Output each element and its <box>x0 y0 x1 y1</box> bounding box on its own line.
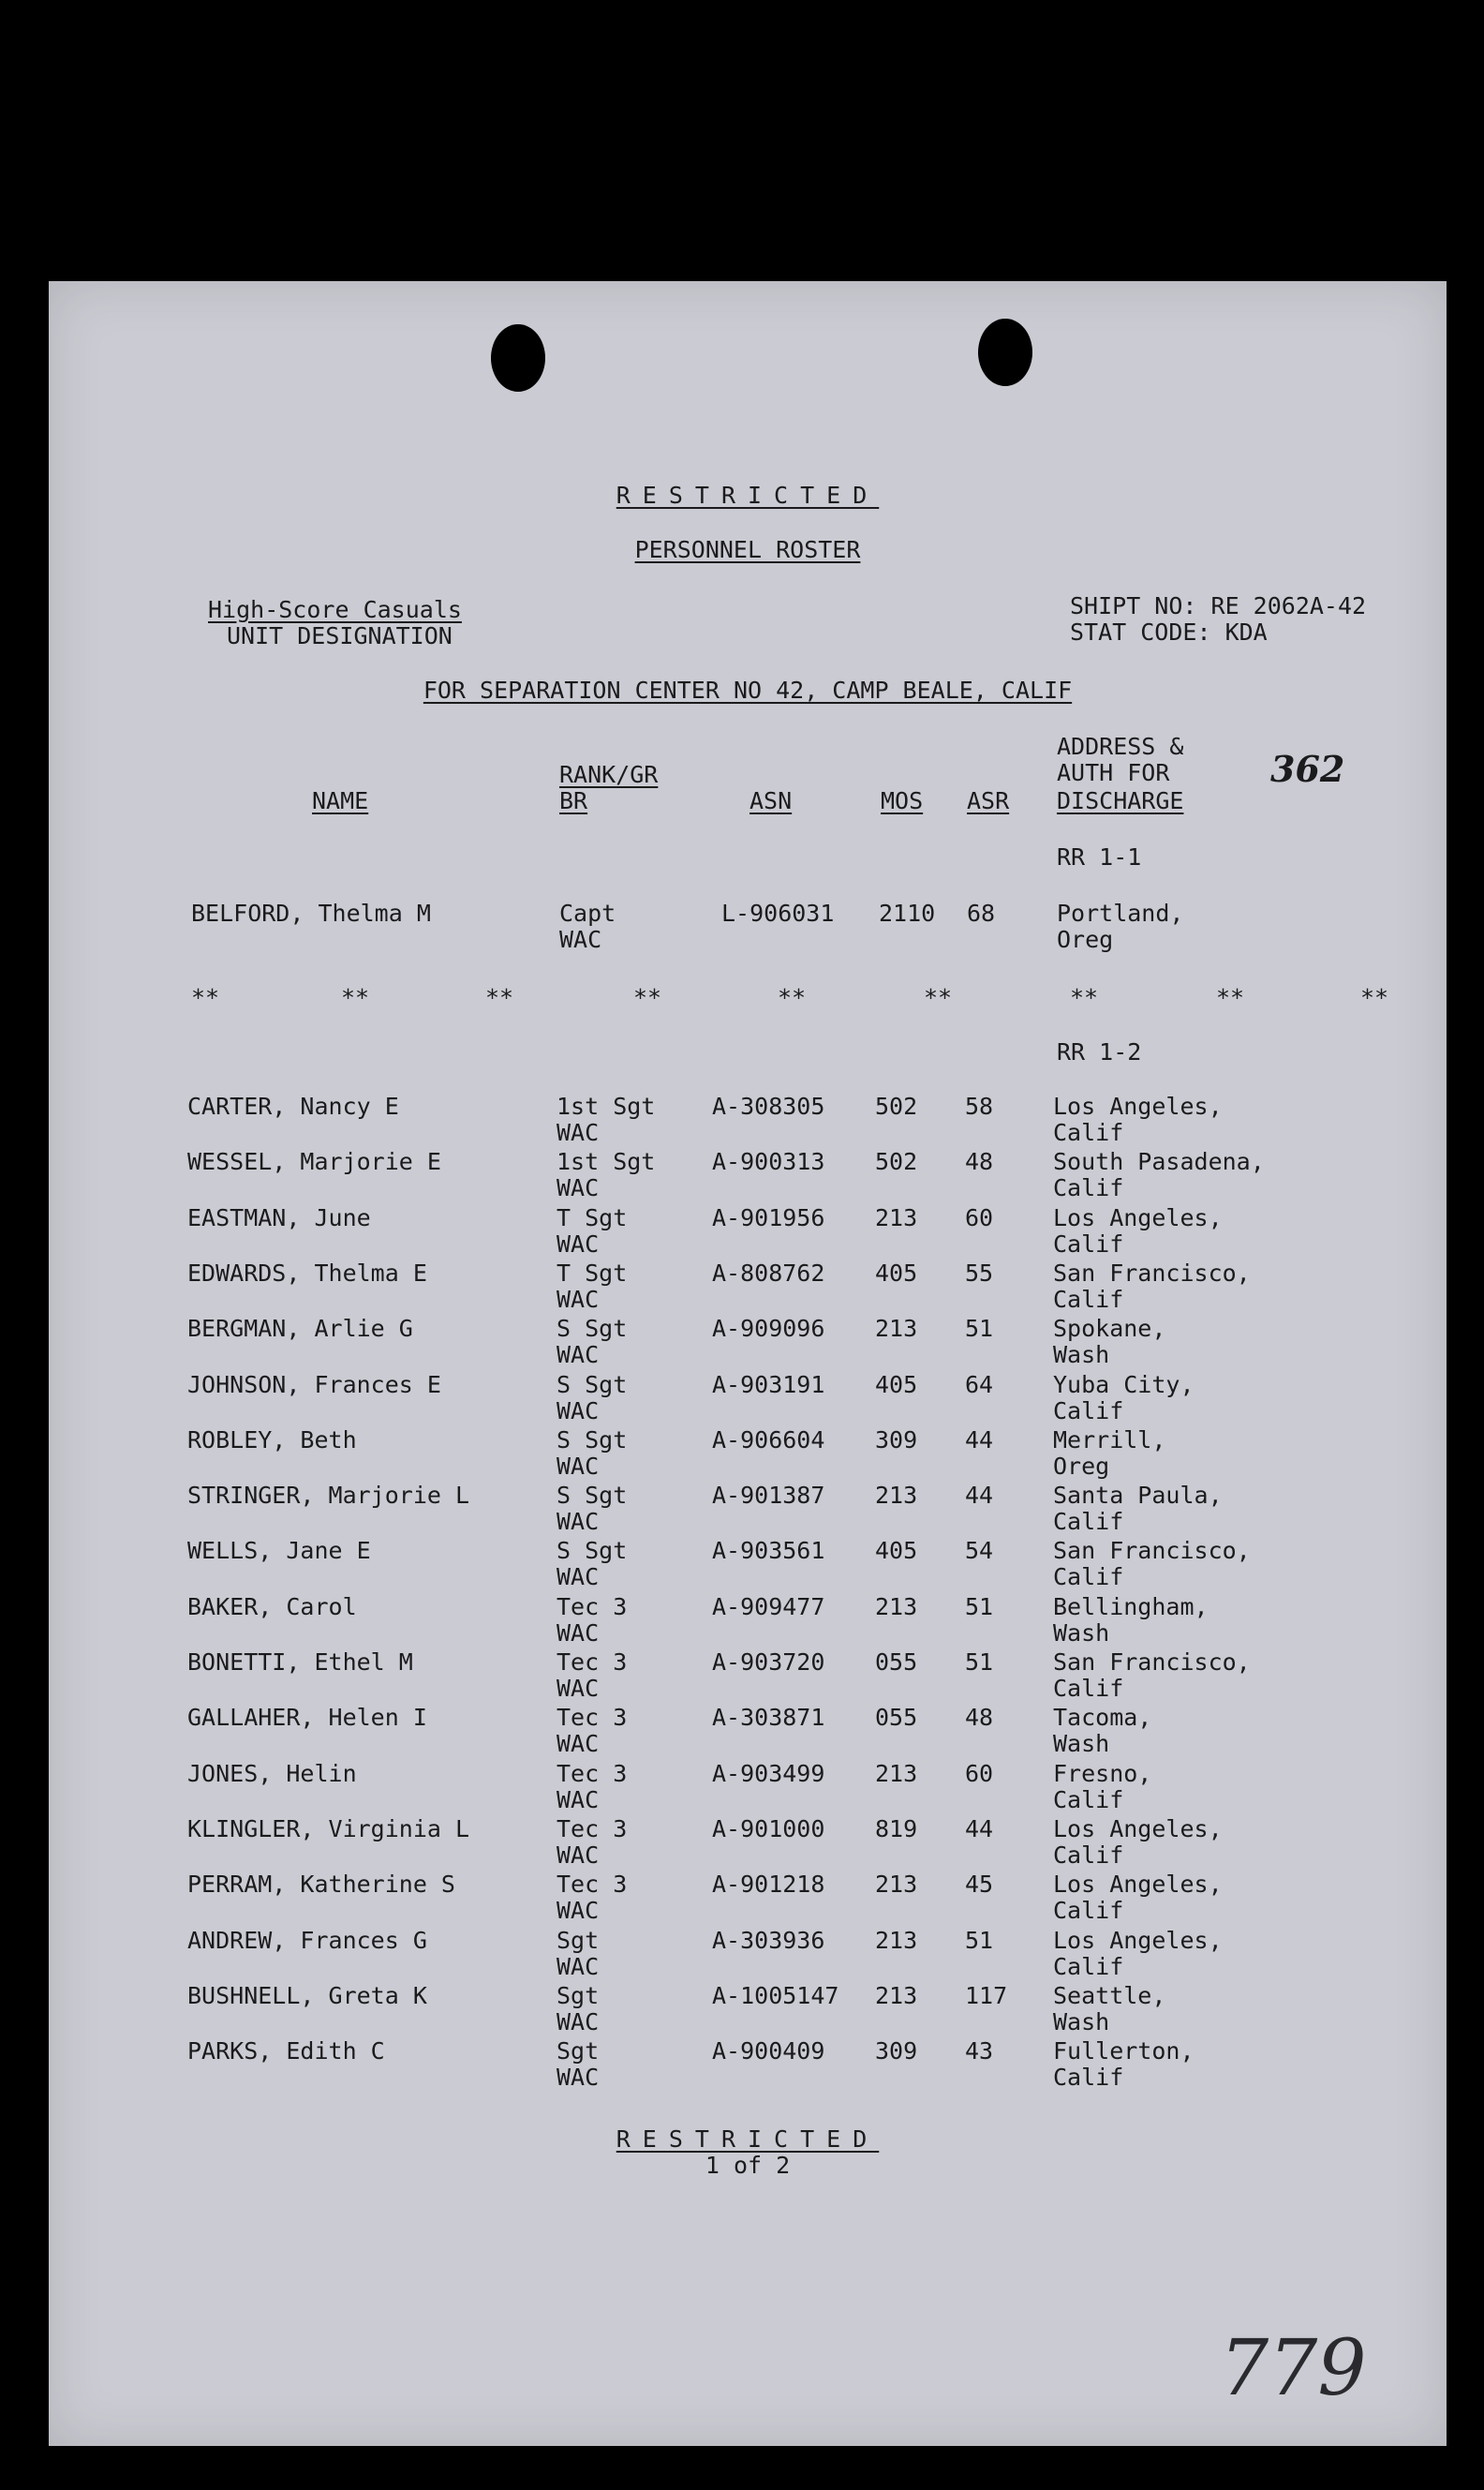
cell-asr: 48 <box>965 1148 994 1176</box>
cell-name: CARTER, Nancy E <box>187 1093 399 1120</box>
cell-asn: L-906031 <box>721 900 835 927</box>
table-row <box>49 1871 1447 1927</box>
cell-asn: A-1005147 <box>712 1981 839 2009</box>
cell-rank: Sgt <box>556 2037 600 2065</box>
cell-rank: 1st Sgt <box>556 1148 656 1176</box>
cell-name: BERGMAN, Arlie G <box>187 1315 413 1343</box>
cell-asn: A-900313 <box>712 1148 825 1176</box>
punch-hole-right <box>978 319 1032 386</box>
cell-state: Calif <box>1053 1785 1124 1813</box>
table-row <box>49 1648 1447 1705</box>
restricted-heading: RESTRICTED <box>616 482 880 509</box>
cell-branch: WAC <box>556 1897 600 1925</box>
cell-state: Calif <box>1053 1508 1124 1536</box>
cell-city: Los Angeles, <box>1053 1093 1223 1120</box>
cell-asr: 54 <box>965 1537 994 1565</box>
cell-branch: WAC <box>556 1396 600 1424</box>
cell-asn: A-308305 <box>712 1093 825 1120</box>
cell-city: Spokane, <box>1053 1315 1166 1343</box>
cell-name: KLINGLER, Virginia L <box>187 1814 470 1842</box>
cell-mos: 213 <box>875 1759 918 1787</box>
cell-branch: WAC <box>556 2064 600 2092</box>
cell-state: Wash <box>1053 1618 1110 1647</box>
cell-rank: T Sgt <box>556 1259 628 1287</box>
cell-branch: WAC <box>559 926 602 953</box>
cell-state: Wash <box>1053 1730 1110 1758</box>
cell-asn: A-903191 <box>712 1370 825 1398</box>
cell-city: South Pasadena, <box>1053 1148 1265 1176</box>
cell-state: Calif <box>1053 1230 1124 1258</box>
cell-city: Santa Paula, <box>1053 1482 1223 1510</box>
cell-branch: WAC <box>556 1730 600 1758</box>
cell-name: JOHNSON, Frances E <box>187 1370 441 1398</box>
cell-rank: Tec 3 <box>556 1871 628 1899</box>
cell-state: Oreg <box>1053 1452 1110 1480</box>
cell-state: Calif <box>1053 1285 1124 1313</box>
cell-asn: A-303871 <box>712 1704 825 1732</box>
cell-mos: 309 <box>875 1425 918 1454</box>
separator-mark: ** <box>778 984 807 1011</box>
cell-city: San Francisco, <box>1053 1259 1251 1287</box>
col-branch-header: BR <box>559 787 588 814</box>
cell-branch: WAC <box>556 1675 600 1702</box>
cell-branch: WAC <box>556 1785 600 1813</box>
cell-mos: 405 <box>875 1259 918 1287</box>
cell-state: Calif <box>1053 1841 1124 1869</box>
cell-asr: 68 <box>967 900 996 927</box>
cell-asn: A-909096 <box>712 1315 825 1343</box>
table-row <box>49 1371 1447 1427</box>
cell-branch: WAC <box>556 1174 600 1202</box>
cell-branch: WAC <box>556 2007 600 2035</box>
cell-state: Calif <box>1053 1119 1124 1146</box>
cell-city: Seattle, <box>1053 1981 1166 2009</box>
separator-mark: ** <box>1070 984 1099 1011</box>
table-row <box>49 1815 1447 1871</box>
cell-asr: 45 <box>965 1871 994 1899</box>
cell-branch: WAC <box>556 1452 600 1480</box>
cell-state: Calif <box>1053 1396 1124 1424</box>
table-row <box>49 1537 1447 1593</box>
cell-mos: 213 <box>875 1926 918 1954</box>
cell-rank: S Sgt <box>556 1370 628 1398</box>
cell-name: BUSHNELL, Greta K <box>187 1981 427 2009</box>
cell-rank: S Sgt <box>556 1482 628 1510</box>
cell-rank: Tec 3 <box>556 1648 628 1676</box>
cell-asn: A-903561 <box>712 1537 825 1565</box>
col-mos-header: MOS <box>881 787 924 814</box>
cell-name: GALLAHER, Helen I <box>187 1704 427 1732</box>
cell-city: Bellingham, <box>1053 1592 1209 1620</box>
cell-state: Wash <box>1053 1341 1110 1369</box>
table-row <box>49 1093 1447 1149</box>
cell-branch: WAC <box>556 1285 600 1313</box>
document-sheet <box>49 281 1447 2446</box>
cell-asn: A-900409 <box>712 2037 825 2065</box>
table-row <box>49 2037 1447 2094</box>
cell-name: ANDREW, Frances G <box>187 1926 427 1954</box>
cell-city: Merrill, <box>1053 1425 1166 1454</box>
cell-asr: 44 <box>965 1814 994 1842</box>
cell-city: Tacoma, <box>1053 1704 1152 1732</box>
cell-asn: A-901000 <box>712 1814 825 1842</box>
cell-name: EASTMAN, June <box>187 1203 371 1231</box>
cell-name: WELLS, Jane E <box>187 1537 371 1565</box>
cell-city: Los Angeles, <box>1053 1871 1223 1899</box>
cell-city: Fresno, <box>1053 1759 1152 1787</box>
col-address-header-1: ADDRESS & <box>1057 733 1184 760</box>
cell-mos: 213 <box>875 1592 918 1620</box>
cell-mos: 213 <box>875 1981 918 2009</box>
col-rank-header: RANK/GR <box>559 761 659 788</box>
cell-city: Los Angeles, <box>1053 1203 1223 1231</box>
cell-asn: A-903499 <box>712 1759 825 1787</box>
cell-rank: Capt <box>559 900 616 927</box>
cell-mos: 819 <box>875 1814 918 1842</box>
cell-state: Calif <box>1053 1675 1124 1702</box>
cell-name: PERRAM, Katherine S <box>187 1871 455 1899</box>
cell-rank: Sgt <box>556 1926 600 1954</box>
table-row <box>49 1927 1447 1983</box>
shipment-number: SHIPT NO: RE 2062A-42 <box>1070 592 1367 619</box>
cell-mos: 055 <box>875 1648 918 1676</box>
cell-asn: A-808762 <box>712 1259 825 1287</box>
cell-rank: Tec 3 <box>556 1759 628 1787</box>
cell-asr: 51 <box>965 1315 994 1343</box>
cell-rank: 1st Sgt <box>556 1093 656 1120</box>
table-row <box>49 1315 1447 1371</box>
cell-asn: A-909477 <box>712 1592 825 1620</box>
cell-mos: 2110 <box>879 900 936 927</box>
cell-rank: Tec 3 <box>556 1814 628 1842</box>
cell-asr: 48 <box>965 1704 994 1732</box>
cell-name: JONES, Helin <box>187 1759 357 1787</box>
cell-asr: 64 <box>965 1370 994 1398</box>
table-row <box>49 900 1447 956</box>
separator-mark: ** <box>633 984 662 1011</box>
cell-mos: 213 <box>875 1871 918 1899</box>
col-name-header: NAME <box>312 787 369 814</box>
separator-mark: ** <box>191 984 220 1011</box>
table-row <box>49 1204 1447 1260</box>
page-stamp: 362 <box>1270 748 1345 790</box>
cell-state: Calif <box>1053 1563 1124 1591</box>
col-asn-header: ASN <box>749 787 793 814</box>
cell-name: PARKS, Edith C <box>187 2037 385 2065</box>
cell-asr: 51 <box>965 1648 994 1676</box>
cell-state: Calif <box>1053 2064 1124 2092</box>
cell-city: Los Angeles, <box>1053 1814 1223 1842</box>
cell-city: San Francisco, <box>1053 1537 1251 1565</box>
cell-asr: 60 <box>965 1759 994 1787</box>
cell-rank: Tec 3 <box>556 1592 628 1620</box>
table-row <box>49 1426 1447 1483</box>
cell-asr: 44 <box>965 1425 994 1454</box>
cell-mos: 405 <box>875 1370 918 1398</box>
cell-branch: WAC <box>556 1841 600 1869</box>
cell-city: Yuba City, <box>1053 1370 1195 1398</box>
cell-state: Calif <box>1053 1174 1124 1202</box>
cell-city: Portland, <box>1057 900 1184 927</box>
table-row <box>49 1593 1447 1649</box>
cell-branch: WAC <box>556 1119 600 1146</box>
cell-name: BAKER, Carol <box>187 1592 357 1620</box>
separator-mark: ** <box>1360 984 1389 1011</box>
cell-asr: 58 <box>965 1093 994 1120</box>
cell-state: Wash <box>1053 2007 1110 2035</box>
cell-name: BELFORD, Thelma M <box>191 900 431 927</box>
punch-hole-left <box>491 324 545 392</box>
cell-mos: 502 <box>875 1148 918 1176</box>
cell-branch: WAC <box>556 1618 600 1647</box>
cell-rank: Sgt <box>556 1981 600 2009</box>
cell-asn: A-901956 <box>712 1203 825 1231</box>
table-row <box>49 1704 1447 1760</box>
separation-center-line: FOR SEPARATION CENTER NO 42, CAMP BEALE, CALIF <box>423 677 1073 704</box>
cell-asr: 51 <box>965 1592 994 1620</box>
cell-branch: WAC <box>556 1341 600 1369</box>
cell-mos: 213 <box>875 1315 918 1343</box>
cell-asn: A-901218 <box>712 1871 825 1899</box>
unit-designation-value: High-Score Casuals <box>208 596 462 623</box>
separator-mark: ** <box>1216 984 1245 1011</box>
table-row <box>49 1260 1447 1316</box>
cell-state: Calif <box>1053 1897 1124 1925</box>
cell-branch: WAC <box>556 1230 600 1258</box>
cell-asr: 43 <box>965 2037 994 2065</box>
auth-group-label: RR 1-2 <box>1057 1038 1142 1066</box>
cell-name: WESSEL, Marjorie E <box>187 1148 441 1176</box>
cell-city: San Francisco, <box>1053 1648 1251 1676</box>
cell-branch: WAC <box>556 1952 600 1980</box>
separator-mark: ** <box>485 984 514 1011</box>
col-address-header-3: DISCHARGE <box>1057 787 1184 814</box>
cell-mos: 405 <box>875 1537 918 1565</box>
cell-asn: A-903720 <box>712 1648 825 1676</box>
cell-asr: 60 <box>965 1203 994 1231</box>
cell-state: Oreg <box>1057 926 1114 953</box>
table-row <box>49 1148 1447 1204</box>
cell-rank: T Sgt <box>556 1203 628 1231</box>
page-number: 1 of 2 <box>705 2152 791 2179</box>
cell-asr: 117 <box>965 1981 1008 2009</box>
cell-branch: WAC <box>556 1563 600 1591</box>
handwritten-number: 779 <box>1220 2324 1367 2413</box>
cell-asn: A-901387 <box>712 1482 825 1510</box>
restricted-footer: RESTRICTED <box>616 2125 880 2153</box>
col-address-header-2: AUTH FOR <box>1057 759 1170 786</box>
col-asr-header: ASR <box>967 787 1010 814</box>
cell-name: EDWARDS, Thelma E <box>187 1259 427 1287</box>
cell-rank: Tec 3 <box>556 1704 628 1732</box>
cell-name: ROBLEY, Beth <box>187 1425 357 1454</box>
separator-mark: ** <box>924 984 953 1011</box>
cell-mos: 055 <box>875 1704 918 1732</box>
separator-mark: ** <box>341 984 370 1011</box>
cell-branch: WAC <box>556 1508 600 1536</box>
cell-name: BONETTI, Ethel M <box>187 1648 413 1676</box>
auth-group-label: RR 1-1 <box>1057 843 1142 871</box>
cell-rank: S Sgt <box>556 1425 628 1454</box>
cell-rank: S Sgt <box>556 1537 628 1565</box>
cell-city: Los Angeles, <box>1053 1926 1223 1954</box>
cell-rank: S Sgt <box>556 1315 628 1343</box>
cell-mos: 309 <box>875 2037 918 2065</box>
table-row <box>49 1760 1447 1816</box>
cell-name: STRINGER, Marjorie L <box>187 1482 470 1510</box>
cell-asr: 51 <box>965 1926 994 1954</box>
cell-mos: 502 <box>875 1093 918 1120</box>
cell-asr: 55 <box>965 1259 994 1287</box>
roster-title: PERSONNEL ROSTER <box>634 536 861 563</box>
cell-mos: 213 <box>875 1482 918 1510</box>
cell-asr: 44 <box>965 1482 994 1510</box>
cell-asn: A-303936 <box>712 1926 825 1954</box>
table-row <box>49 1482 1447 1538</box>
unit-designation-label: UNIT DESIGNATION <box>227 622 453 649</box>
cell-city: Fullerton, <box>1053 2037 1195 2065</box>
table-row <box>49 1982 1447 2038</box>
cell-mos: 213 <box>875 1203 918 1231</box>
stat-code: STAT CODE: KDA <box>1070 619 1268 646</box>
cell-state: Calif <box>1053 1952 1124 1980</box>
cell-asn: A-906604 <box>712 1425 825 1454</box>
